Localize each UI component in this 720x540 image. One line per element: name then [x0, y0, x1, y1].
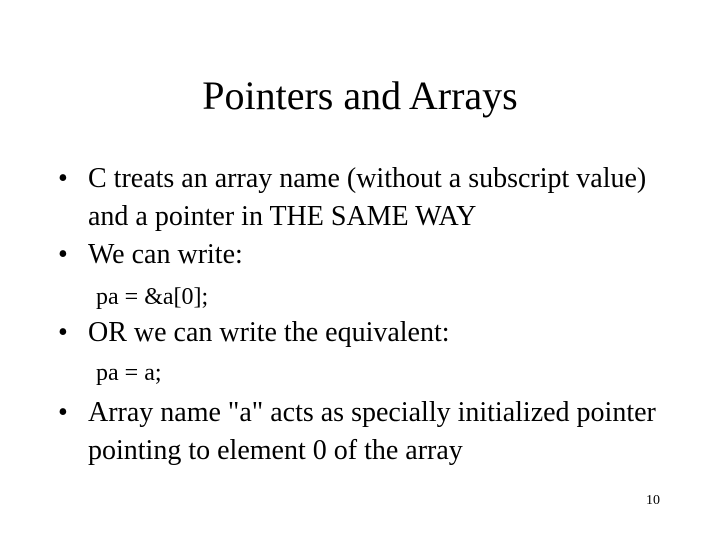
bullet-item: [58, 394, 668, 470]
bullet-marker: •: [58, 397, 68, 428]
bullet-text: OR we can write the equivalent:: [88, 317, 450, 348]
bullet-item: [58, 236, 668, 274]
bullet-item: [58, 314, 668, 352]
bullet-marker: •: [58, 317, 68, 348]
slide-title: Pointers and Arrays: [202, 73, 518, 118]
code-line: pa = &a[0];: [96, 284, 209, 310]
bullet-text: We can write:: [88, 239, 243, 270]
bullet-marker: •: [58, 163, 68, 194]
bullet-item: [58, 160, 668, 236]
code-line: pa = a;: [96, 360, 162, 386]
bullet-text: Array name "a" acts as specially initialized pointer pointing to element 0 of the array: [88, 397, 656, 466]
bullet-marker: •: [58, 239, 68, 270]
page-number: 10: [646, 493, 660, 508]
bullet-text: C treats an array name (without a subscript value) and a pointer in THE SAME WAY: [88, 163, 647, 232]
